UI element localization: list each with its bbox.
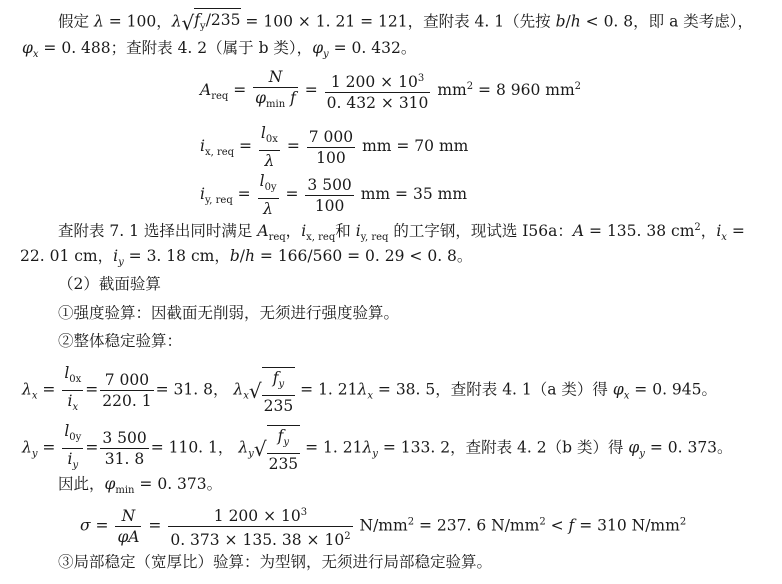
equation-ix-req: $i_{x, req}$ = $\frac{l_{0x}}{\lambda}$ = $\frac{7 000}{100}$ mm = 70 mm [200, 124, 469, 170]
section-heading: （2）截面验算 [58, 275, 161, 293]
text-line-10: ②整体稳定验算： [58, 332, 183, 350]
text-line-9: ①强度验算：因截面无削弱，无须进行强度验算。 [58, 304, 400, 322]
equation-iy-req: $i_{y, req}$ = $\frac{l_{0y}}{\lambda}$ = $\frac{3 500}{100}$ mm = 35 mm [200, 172, 468, 218]
text-line-7: 22. 01 cm，$i_y = 3$. 18 cm，b/h = 166/560 = 0. 29 < 0. 8。 [20, 247, 473, 268]
equation-sigma: σ = $\frac{N}{\varphi A}$ = $\frac{1 200 \times 10^3}{0. 373 \times 135. 38 \times 10^2}$ $N/mm^2 = 237$. 6 $N/mm^2 < f = 310$ $N/mm^2$ [80, 504, 686, 549]
text-line-1: 假定 λ = 100，$\lambda√f_y/235 = 100 \times 1$. 21 = 121，查附表 4. 1（先按 b/h < 0. 8，即 a 类考虑）， [58, 8, 753, 37]
equation-a-req: $A_{req}$ = $\frac{N}{\varphi_{min} f}$ = $\frac{1 200 \times 10^3}{0. 432 \times 310}$ $mm^2 = 8$ 960 $mm^2$ [200, 68, 582, 112]
text-line-13: 因此，$\varphi_{min} = 0$. 373。 [58, 475, 223, 496]
equation-lambda-y: $\lambda_y$ = $\frac{l_{0y}}{i_y}$ = $\frac{3 500}{31. 8}$ = 110. 1， $\lambda_y√$ $\frac{f_y}{235}$ = 1. $21\lambda_y = 133$. 2，查附表 4. 2（b 类）得 $\varphi_y = 0$. 373。 [22, 422, 733, 473]
text-line-2: $\varphi_x = 0$. 488；查附表 4. 2（属于 b 类），$\varphi_y = 0$. 432。 [22, 39, 417, 60]
text-line-15: ③局部稳定（宽厚比）验算：为型钢，无须进行局部稳定验算。 [58, 553, 493, 571]
text-line-6: 查附表 7. 1 选择出同时满足 $A_{req}$，$i_{x, req}$和 $i_{y, req}$ 的工字钢，现试选 I56a：A = 135. 38 $cm^2$，$i_x$ = [58, 222, 745, 243]
equation-lambda-x: $\lambda_x$ = $\frac{l_{0x}}{i_x}$ = $\frac{7 000}{220. 1}$ = 31. 8， $\lambda_x√$ $\frac{f_y}{235}$ = 1. $21\lambda_x = 38$. 5，查附表 4. 1（a 类）得 $\varphi_x = 0$. 945。 [22, 364, 718, 415]
